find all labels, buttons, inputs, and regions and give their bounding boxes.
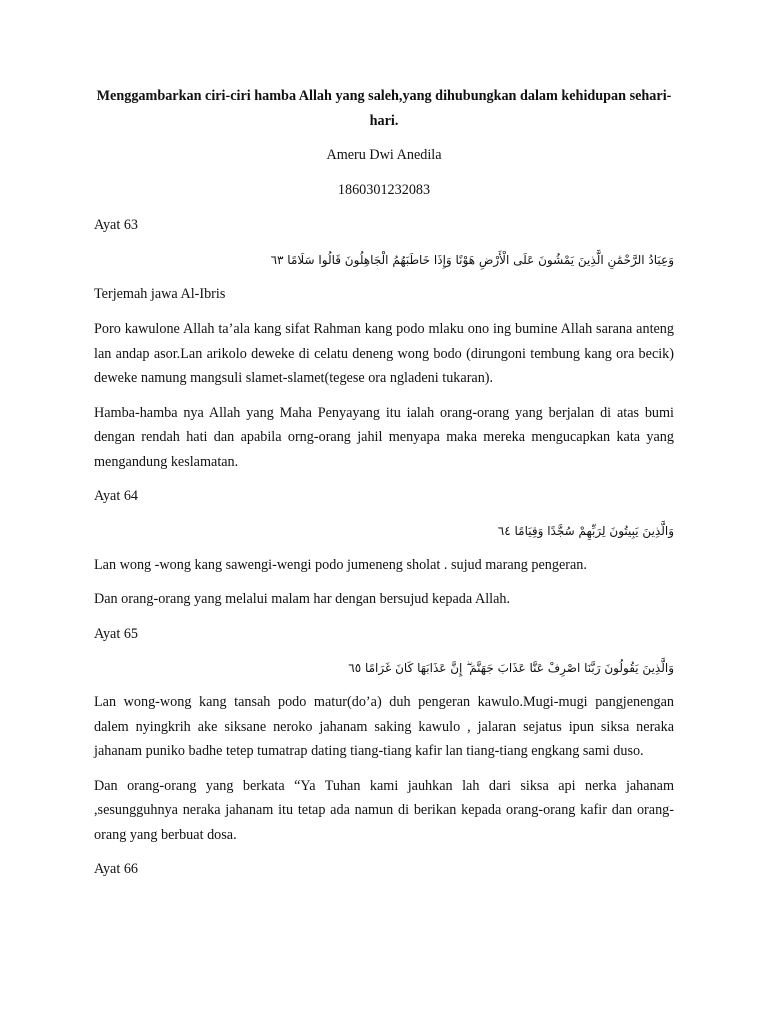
document-page	[94, 84, 674, 893]
document-title: Menggambarkan ciri-ciri hamba Allah yang saleh,yang dihubungkan dalam kehidupan sehari-hari.	[96, 88, 672, 129]
ayat-64-indonesian-translation: Dan orang-orang yang melalui malam har dengan bersujud kepada Allah.	[94, 591, 511, 607]
ayat-65-indonesian-translation: Dan orang-orang yang berkata “Ya Tuhan kami jauhkan lah dari siksa api nerka jahanam ,sesungguhnya neraka jahanam itu tetap ada namun di berikan kepada orang-orang kafir dan orang-orang yang berbuat dosa.	[94, 777, 674, 843]
ayat-63-label: Ayat 63	[94, 217, 139, 233]
ayat-64-arabic: وَالَّذِينَ يَبِيتُونَ لِرَبِّهِمْ سُجَّدًا وَقِيَامًا ٦٤	[497, 523, 674, 538]
ayat-63-indonesian-translation: Hamba-hamba nya Allah yang Maha Penyayang itu ialah orang-orang yang berjalan di atas bumi dengan rendah hati dan apabila orng-orang jahil menyapa maka mereka mengucapkan kata yang mengandung keslamatan.	[94, 404, 674, 470]
student-id: 1860301232083	[337, 181, 431, 198]
ayat-66-label: Ayat 66	[94, 861, 139, 877]
ayat-64-label: Ayat 64	[94, 488, 139, 504]
translation-heading: Terjemah jawa Al-Ibris	[94, 285, 226, 302]
author-name: Ameru Dwi Anedila	[326, 147, 442, 163]
ayat-63-arabic: وَعِبَادُ الرَّحْمَٰنِ الَّذِينَ يَمْشُونَ عَلَى الْأَرْضِ هَوْنًا وَإِذَا خَاطَبَهُمُ الْجَاهِلُونَ قَالُوا سَلَامًا ٦٣	[270, 252, 674, 267]
ayat-65-jawa-translation: Lan wong-wong kang tansah podo matur(do’a) duh pengeran kawulo.Mugi-mugi pangjenengan dalem nyingkrih ake siksane neroko jahanam saking kawulo , jalaran sejatus ipun siksa neraka jahanam puniko badhe tetep tumatrap dating tiang-tiang kafir lan tiang-tiang engkang sami duso.	[94, 694, 674, 759]
ayat-65-arabic: وَالَّذِينَ يَقُولُونَ رَبَّنَا اصْرِفْ عَنَّا عَذَابَ جَهَنَّمَ ۖ إِنَّ عَذَابَهَا كَانَ غَرَامًا ٦٥	[348, 661, 674, 675]
ayat-64-jawa-translation: Lan wong -wong kang sawengi-wengi podo jumeneng sholat . sujud marang pengeran.	[94, 556, 587, 573]
ayat-65-label: Ayat 65	[94, 625, 139, 642]
ayat-63-jawa-translation: Poro kawulone Allah ta’ala kang sifat Rahman kang podo mlaku ono ing bumine Allah sarana anteng lan andap asor.Lan arikolo deweke di celatu deneng wong bodo (dirungoni tembung kang ora becik) deweke namung mangsuli slamet-slamet(tegese ora ngladeni tukaran).	[94, 321, 674, 386]
